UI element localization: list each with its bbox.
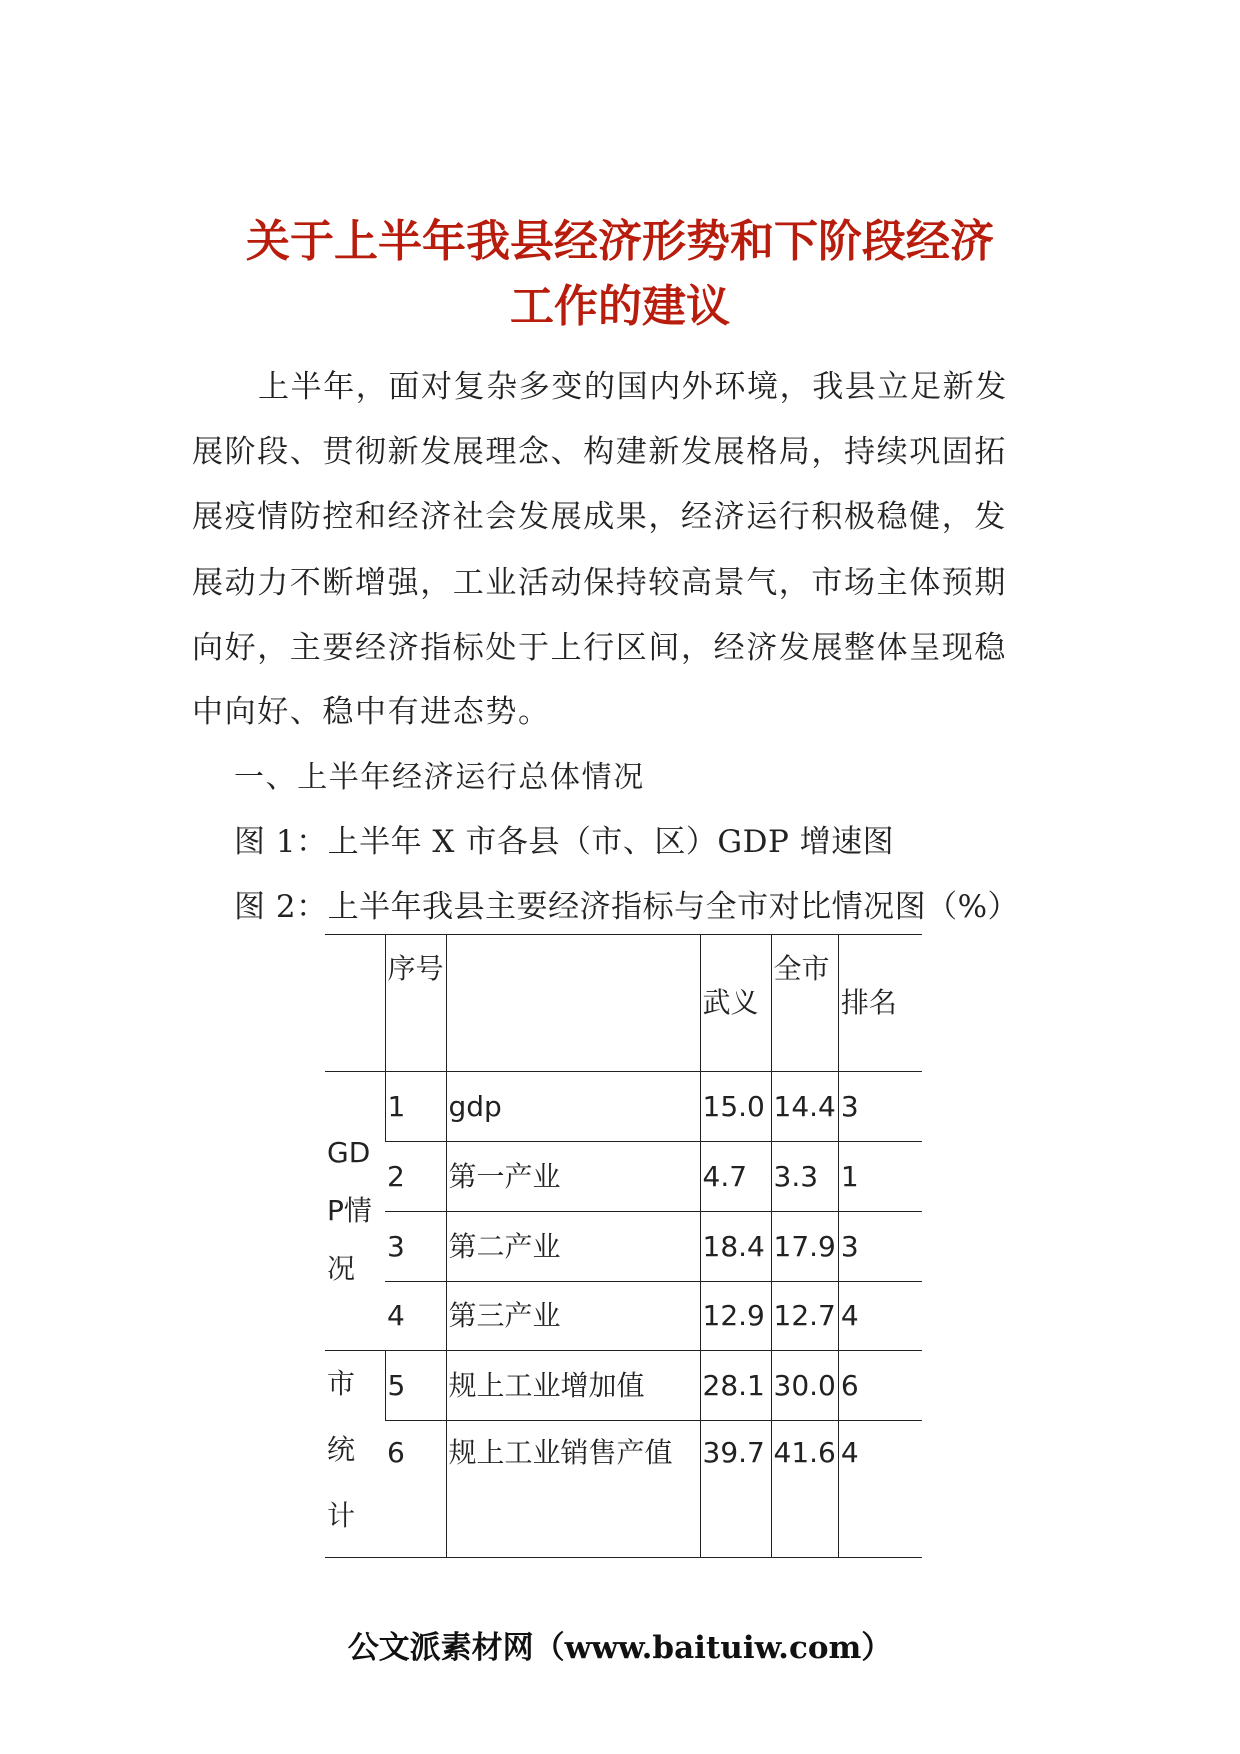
cell-no: 5: [385, 1351, 446, 1421]
cell-item: 第二产业: [446, 1212, 700, 1282]
cell-rank: 3: [838, 1072, 922, 1142]
cell-local: 39.7: [700, 1421, 771, 1558]
group-city-stats: 市统计: [325, 1351, 385, 1558]
cell-local: 28.1: [700, 1351, 771, 1421]
document-title-line1: 关于上半年我县经济形势和下阶段经济: [246, 216, 994, 267]
table-row: [325, 1142, 922, 1212]
table-row: [325, 1421, 922, 1558]
cell-item: 第三产业: [446, 1282, 700, 1351]
cell-no: 6: [385, 1421, 446, 1558]
indicator-table: [325, 934, 922, 1558]
cell-item: 规上工业增加值: [446, 1351, 700, 1421]
table-row: [325, 1212, 922, 1282]
cell-city: 17.9: [771, 1212, 838, 1282]
cell-rank: 6: [838, 1351, 922, 1421]
header-local: 武义: [700, 935, 771, 1072]
table-row: [325, 1282, 922, 1351]
cell-city: 30.0: [771, 1351, 838, 1421]
header-rank: 排名: [838, 935, 922, 1072]
paragraph-line: 展疫情防控和经济社会发展成果，经济运行积极稳健，发: [192, 499, 1007, 535]
table-header-row: [325, 935, 922, 1072]
cell-rank: 3: [838, 1212, 922, 1282]
cell-city: 12.7: [771, 1282, 838, 1351]
group-gdp: GDP情况: [325, 1072, 385, 1351]
paragraph-line: 中向好、稳中有进态势。: [192, 694, 551, 730]
figure-caption-1: 图 1：上半年 X 市各县（市、区）GDP 增速图: [234, 824, 895, 860]
cell-local: 18.4: [700, 1212, 771, 1282]
table-row: [325, 1072, 922, 1142]
cell-item: 规上工业销售产值: [446, 1421, 700, 1558]
cell-city: 14.4: [771, 1072, 838, 1142]
paragraph-line: 上半年，面对复杂多变的国内外环境，我县立足新发: [258, 369, 1008, 405]
cell-item: gdp: [446, 1072, 700, 1142]
cell-no: 1: [385, 1072, 446, 1142]
figure-caption-2: 图 2：上半年我县主要经济指标与全市对比情况图（%）: [234, 889, 1020, 925]
cell-local: 15.0: [700, 1072, 771, 1142]
cell-rank: 4: [838, 1421, 922, 1558]
header-city: 全市: [771, 935, 838, 1072]
cell-no: 3: [385, 1212, 446, 1282]
paragraph-line: 展动力不断增强，工业活动保持较高景气，市场主体预期: [192, 565, 1007, 601]
cell-local: 4.7: [700, 1142, 771, 1212]
cell-no: 4: [385, 1282, 446, 1351]
paragraph-line: 展阶段、贯彻新发展理念、构建新发展格局，持续巩固拓: [192, 434, 1007, 470]
cell-local: 12.9: [700, 1282, 771, 1351]
section-heading: 一、上半年经济运行总体情况: [234, 760, 645, 795]
document-title-line2: 工作的建议: [510, 281, 730, 332]
header-no: 序号: [385, 935, 446, 1072]
cell-rank: 4: [838, 1282, 922, 1351]
cell-no: 2: [385, 1142, 446, 1212]
cell-item: 第一产业: [446, 1142, 700, 1212]
cell-city: 3.3: [771, 1142, 838, 1212]
cell-rank: 1: [838, 1142, 922, 1212]
paragraph-line: 向好，主要经济指标处于上行区间，经济发展整体呈现稳: [192, 630, 1007, 666]
table-row: [325, 1351, 922, 1421]
cell-city: 41.6: [771, 1421, 838, 1558]
footer-watermark: 公文派素材网（www.baituiw.com）: [347, 1630, 893, 1666]
